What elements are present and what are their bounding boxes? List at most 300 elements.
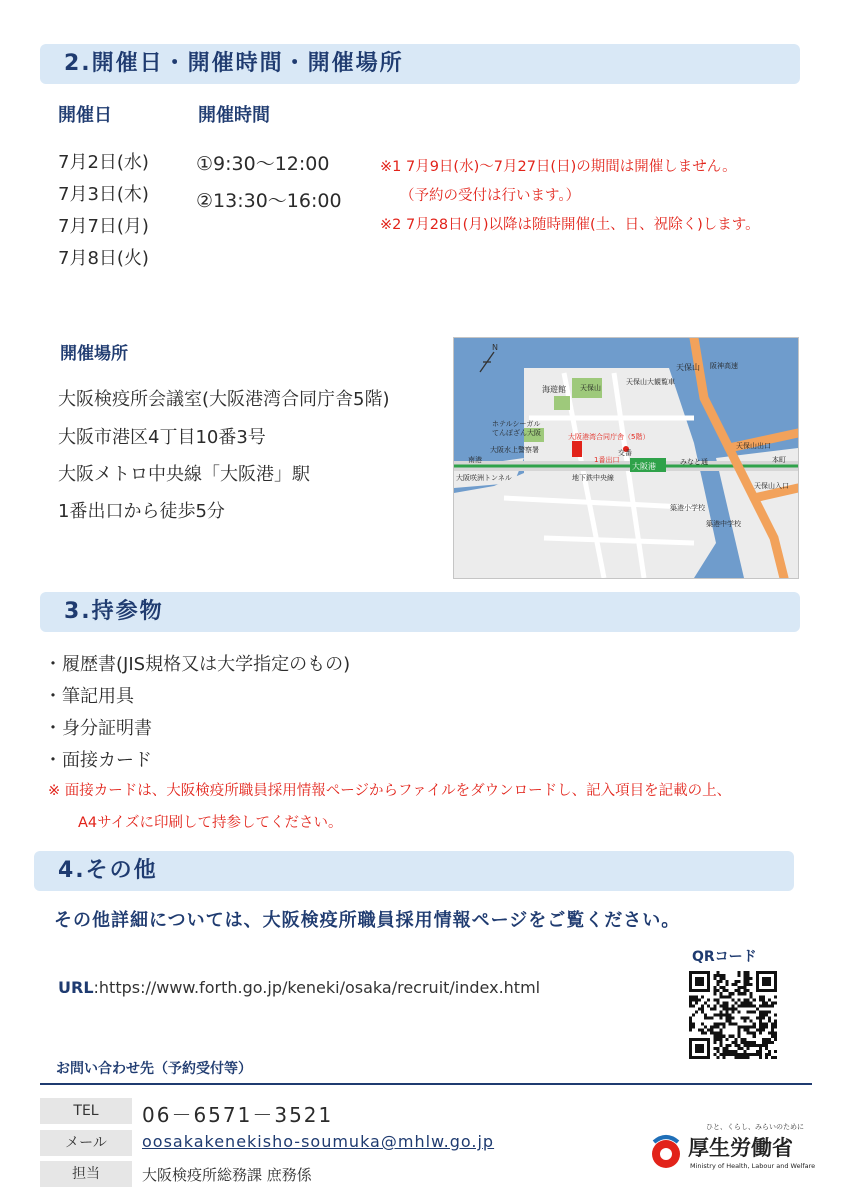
qr-module — [719, 1032, 722, 1035]
qr-module — [744, 1053, 747, 1056]
qr-module — [738, 1004, 741, 1007]
qr-module — [728, 1050, 731, 1053]
section-3-header: 3.持参物 — [40, 592, 800, 632]
qr-module — [716, 1032, 719, 1035]
qr-module — [738, 974, 741, 977]
qr-module — [716, 1026, 719, 1029]
qr-module — [753, 1004, 756, 1007]
qr-module — [735, 1001, 738, 1004]
qr-module — [738, 1026, 741, 1029]
qr-module — [713, 986, 716, 989]
map-label-tempozan-exit: 天保山出口 — [736, 442, 771, 450]
qr-module — [695, 995, 698, 998]
qr-module — [728, 1017, 731, 1020]
qr-module — [741, 1004, 744, 1007]
qr-module — [738, 1053, 741, 1056]
qr-module — [689, 998, 692, 1001]
date-item: 7月7日(月) — [58, 216, 149, 237]
map-label-nanko: 南港 — [468, 456, 482, 464]
qr-module — [750, 992, 753, 995]
qr-module — [762, 1023, 765, 1026]
qr-finder — [695, 1044, 704, 1053]
qr-module — [722, 1056, 725, 1059]
qr-module — [695, 998, 698, 1001]
qr-module — [716, 1035, 719, 1038]
url-value[interactable]: :https://www.forth.go.jp/keneki/osaka/recruit/index.html — [93, 978, 541, 997]
map-label-market: 天保山 — [580, 384, 601, 392]
qr-module — [765, 1004, 768, 1007]
qr-module — [765, 1044, 768, 1047]
qr-module — [762, 1044, 765, 1047]
qr-module — [735, 1023, 738, 1026]
qr-module — [750, 1020, 753, 1023]
qr-module — [750, 1001, 753, 1004]
qr-module — [713, 1047, 716, 1050]
map-label-station: 大阪港 — [632, 462, 656, 471]
qr-module — [771, 1035, 774, 1038]
qr-module — [710, 1032, 713, 1035]
qr-module — [753, 1026, 756, 1029]
qr-module — [744, 1044, 747, 1047]
qr-module — [689, 1023, 692, 1026]
qr-module — [756, 1044, 759, 1047]
qr-module — [713, 1038, 716, 1041]
qr-module — [728, 1053, 731, 1056]
date-item: 7月2日(水) — [58, 152, 149, 173]
map-label-exit: 1番出口 — [594, 456, 620, 464]
qr-module — [716, 1001, 719, 1004]
qr-module — [738, 1056, 741, 1059]
qr-module — [719, 1035, 722, 1038]
date-item: 7月8日(火) — [58, 248, 149, 269]
qr-module — [750, 983, 753, 986]
qr-module — [722, 1026, 725, 1029]
qr-module — [741, 1001, 744, 1004]
qr-code[interactable] — [688, 971, 778, 1059]
details-lead: その他詳細については、大阪検疫所職員採用情報ページをご覧ください。 — [54, 910, 681, 931]
qr-module — [765, 1026, 768, 1029]
qr-module — [722, 1035, 725, 1038]
qr-module — [725, 1047, 728, 1050]
qr-module — [701, 1004, 704, 1007]
qr-module — [744, 1026, 747, 1029]
qr-module — [762, 1026, 765, 1029]
qr-module — [747, 1017, 750, 1020]
qr-module — [753, 1053, 756, 1056]
qr-module — [719, 974, 722, 977]
qr-module — [722, 974, 725, 977]
qr-module — [728, 1035, 731, 1038]
section-4-header: 4.その他 — [34, 851, 794, 891]
north-arrow — [480, 352, 494, 372]
qr-module — [716, 971, 719, 974]
qr-module — [747, 1004, 750, 1007]
qr-module — [716, 1023, 719, 1026]
qr-module — [759, 1044, 762, 1047]
qr-module — [728, 1020, 731, 1023]
qr-module — [735, 980, 738, 983]
qr-module — [704, 1013, 707, 1016]
map-label-honmachi: 本町 — [772, 456, 786, 464]
qr-module — [725, 989, 728, 992]
qr-module — [692, 998, 695, 1001]
qr-module — [741, 1053, 744, 1056]
qr-module — [731, 1007, 734, 1010]
qr-module — [765, 1041, 768, 1044]
map-label-subway: 地下鉄中央線 — [572, 474, 614, 482]
qr-module — [722, 1047, 725, 1050]
qr-module — [750, 1010, 753, 1013]
qr-module — [738, 992, 741, 995]
qr-module — [774, 1026, 777, 1029]
qr-module — [759, 1056, 762, 1059]
qr-module — [719, 1038, 722, 1041]
qr-module — [759, 1020, 762, 1023]
qr-module — [747, 1056, 750, 1059]
qr-module — [731, 983, 734, 986]
qr-module — [744, 1001, 747, 1004]
qr-module — [716, 1013, 719, 1016]
qr-module — [725, 1007, 728, 1010]
qr-module — [719, 1023, 722, 1026]
contact-divider — [40, 1083, 812, 1085]
qr-module — [744, 1041, 747, 1044]
qr-module — [762, 1038, 765, 1041]
map-label-hotel: ホテルシーガル — [492, 420, 541, 428]
url-line[interactable] — [58, 978, 540, 997]
qr-module — [765, 1038, 768, 1041]
place-line: 大阪市港区4丁目10番3号 — [58, 427, 266, 448]
qr-module — [704, 1017, 707, 1020]
qr-module — [747, 980, 750, 983]
qr-module — [731, 1023, 734, 1026]
qr-module — [759, 998, 762, 1001]
qr-module — [768, 1041, 771, 1044]
qr-module — [707, 1017, 710, 1020]
item-line: ・面接カード — [44, 750, 152, 771]
qr-module — [701, 1032, 704, 1035]
qr-module — [744, 989, 747, 992]
map-park — [554, 396, 570, 410]
qr-module — [765, 1047, 768, 1050]
qr-module — [719, 1004, 722, 1007]
qr-module — [747, 1029, 750, 1032]
qr-module — [713, 989, 716, 992]
note-1-sub: （予約の受付は行います。） — [400, 188, 581, 204]
qr-module — [762, 1010, 765, 1013]
qr-module — [750, 1053, 753, 1056]
qr-module — [713, 1032, 716, 1035]
qr-module — [713, 992, 716, 995]
qr-module — [725, 1013, 728, 1016]
qr-module — [753, 1041, 756, 1044]
qr-module — [722, 1053, 725, 1056]
qr-module — [744, 1056, 747, 1059]
qr-module — [713, 1035, 716, 1038]
qr-module — [698, 1029, 701, 1032]
qr-module — [753, 1023, 756, 1026]
map-label-police: 大阪水上警察署 — [490, 446, 539, 454]
qr-module — [701, 995, 704, 998]
note-1: ※1 7月9日(水)～7月27日(日)の期間は開催しません。 — [380, 159, 737, 175]
qr-module — [765, 1010, 768, 1013]
qr-module — [774, 1032, 777, 1035]
qr-module — [692, 1026, 695, 1029]
qr-module — [747, 1044, 750, 1047]
map-label-tunnel: 大阪咲洲トンネル — [456, 474, 512, 482]
qr-module — [750, 995, 753, 998]
qr-module — [771, 1041, 774, 1044]
qr-module — [707, 1004, 710, 1007]
qr-module — [738, 1035, 741, 1038]
qr-module — [725, 1038, 728, 1041]
map-label-junior: 築港中学校 — [706, 520, 741, 528]
item-line: ・身分証明書 — [44, 718, 152, 739]
qr-module — [701, 1010, 704, 1013]
qr-module — [759, 1050, 762, 1053]
qr-module — [728, 995, 731, 998]
qr-module — [741, 1041, 744, 1044]
place-heading: 開催場所 — [60, 344, 128, 364]
qr-module — [725, 980, 728, 983]
logo-mark-dot — [660, 1148, 672, 1160]
qr-module — [725, 1017, 728, 1020]
place-line: 1番出口から徒歩5分 — [58, 501, 225, 522]
qr-module — [689, 1001, 692, 1004]
qr-module — [759, 1029, 762, 1032]
time-slot: ①9:30～12:00 — [196, 153, 330, 175]
qr-module — [719, 1029, 722, 1032]
qr-module — [716, 983, 719, 986]
qr-module — [747, 977, 750, 980]
qr-module — [762, 1013, 765, 1016]
qr-module — [710, 1017, 713, 1020]
qr-module — [768, 1050, 771, 1053]
qr-module — [738, 971, 741, 974]
qr-module — [741, 1026, 744, 1029]
times-heading: 開催時間 — [198, 105, 270, 126]
qr-module — [713, 1053, 716, 1056]
qr-module — [747, 989, 750, 992]
qr-module — [762, 1029, 765, 1032]
qr-module — [689, 995, 692, 998]
qr-module — [759, 1032, 762, 1035]
qr-module — [728, 1023, 731, 1026]
qr-module — [744, 974, 747, 977]
qr-module — [713, 998, 716, 1001]
map-label-elem: 築港小学校 — [670, 504, 705, 512]
qr-module — [701, 1029, 704, 1032]
qr-module — [725, 983, 728, 986]
qr-module — [689, 1004, 692, 1007]
qr-module — [719, 992, 722, 995]
qr-module — [765, 1023, 768, 1026]
qr-module — [744, 1020, 747, 1023]
qr-module — [719, 1044, 722, 1047]
qr-module — [710, 1029, 713, 1032]
qr-module — [771, 1026, 774, 1029]
qr-module — [744, 998, 747, 1001]
qr-module — [759, 1004, 762, 1007]
map-label-ferris: 天保山大観覧車 — [626, 378, 675, 386]
qr-module — [731, 1017, 734, 1020]
date-item: 7月3日(木) — [58, 184, 149, 205]
mail-label: メール — [40, 1130, 132, 1156]
qr-module — [765, 1056, 768, 1059]
qr-module — [722, 986, 725, 989]
qr-module — [762, 1041, 765, 1044]
qr-module — [771, 1056, 774, 1059]
qr-module — [722, 989, 725, 992]
qr-module — [768, 1032, 771, 1035]
qr-module — [719, 977, 722, 980]
qr-module — [771, 1029, 774, 1032]
qr-module — [719, 986, 722, 989]
qr-module — [719, 995, 722, 998]
qr-module — [738, 998, 741, 1001]
qr-module — [738, 1044, 741, 1047]
access-map — [453, 337, 799, 579]
qr-module — [716, 980, 719, 983]
map-label-hanshin: 阪神高速 — [710, 362, 738, 370]
qr-module — [765, 1053, 768, 1056]
contact-heading: お問い合わせ先（予約受付等） — [56, 1061, 252, 1077]
qr-module — [771, 1023, 774, 1026]
place-line: 大阪検疫所会議室(大阪港湾合同庁舎5階) — [58, 389, 390, 410]
qr-module — [759, 1010, 762, 1013]
qr-module — [698, 998, 701, 1001]
qr-module — [753, 1010, 756, 1013]
qr-module — [747, 1032, 750, 1035]
qr-module — [716, 1056, 719, 1059]
qr-module — [722, 1023, 725, 1026]
qr-module — [747, 1026, 750, 1029]
qr-module — [768, 998, 771, 1001]
qr-module — [747, 1041, 750, 1044]
qr-module — [750, 1026, 753, 1029]
place-line: 大阪メトロ中央線「大阪港」駅 — [58, 464, 310, 485]
map-label-koban: 交番 — [618, 449, 632, 457]
qr-module — [774, 1050, 777, 1053]
qr-module — [722, 1013, 725, 1016]
qr-module — [744, 1038, 747, 1041]
qr-module — [731, 1004, 734, 1007]
mail-link[interactable]: oosakakenekisho-soumuka@mhlw.go.jp — [142, 1132, 495, 1151]
qr-module — [722, 1050, 725, 1053]
qr-module — [744, 986, 747, 989]
qr-module — [747, 1047, 750, 1050]
qr-module — [722, 1007, 725, 1010]
qr-module — [744, 1017, 747, 1020]
qr-module — [738, 1010, 741, 1013]
qr-module — [731, 998, 734, 1001]
qr-module — [738, 1032, 741, 1035]
qr-module — [735, 1038, 738, 1041]
qr-module — [728, 992, 731, 995]
qr-module — [713, 1013, 716, 1016]
mhlw-logo — [648, 1118, 818, 1180]
map-label-tempozan-entrance: 天保山入口 — [754, 482, 789, 490]
qr-module — [695, 1001, 698, 1004]
qr-module — [735, 983, 738, 986]
qr-module — [735, 1050, 738, 1053]
qr-module — [753, 1032, 756, 1035]
qr-module — [713, 1023, 716, 1026]
qr-module — [756, 1029, 759, 1032]
qr-module — [728, 1007, 731, 1010]
qr-finder — [762, 977, 771, 986]
qr-module — [731, 1053, 734, 1056]
qr-module — [768, 1038, 771, 1041]
map-label-kaiyukan: 海遊館 — [542, 385, 566, 394]
qr-module — [701, 1023, 704, 1026]
qr-module — [692, 995, 695, 998]
qr-module — [692, 1023, 695, 1026]
map-label-building: 大阪港湾合同庁舎（5階） — [568, 433, 650, 441]
qr-module — [759, 1053, 762, 1056]
qr-module — [774, 1001, 777, 1004]
section-2-header: 2.開催日・開催時間・開催場所 — [40, 44, 800, 84]
qr-module — [747, 971, 750, 974]
qr-module — [756, 1017, 759, 1020]
qr-finder — [695, 977, 704, 986]
qr-module — [719, 1053, 722, 1056]
qr-module — [747, 998, 750, 1001]
qr-module — [744, 983, 747, 986]
qr-module — [735, 1056, 738, 1059]
item-line: ・筆記用具 — [44, 686, 134, 707]
qr-module — [747, 983, 750, 986]
map-label-hotel-2: てんぽざん大阪 — [492, 429, 541, 437]
qr-module — [701, 1007, 704, 1010]
qr-module — [689, 1029, 692, 1032]
qr-module — [710, 1007, 713, 1010]
map-target-building — [572, 441, 582, 457]
qr-module — [716, 998, 719, 1001]
qr-module — [747, 974, 750, 977]
qr-module — [759, 1026, 762, 1029]
qr-module — [774, 1020, 777, 1023]
qr-module — [716, 1047, 719, 1050]
qr-module — [707, 998, 710, 1001]
qr-module — [735, 989, 738, 992]
qr-module — [725, 1001, 728, 1004]
person-value: 大阪検疫所総務課 庶務係 — [142, 1166, 312, 1184]
logo-name: 厚生労働省 — [688, 1136, 793, 1160]
interview-card-note: ※ 面接カードは、大阪検疫所職員採用情報ページからファイルをダウンロードし、記入項目を記載の上、 — [48, 783, 732, 799]
qr-module — [759, 1047, 762, 1050]
qr-module — [750, 1004, 753, 1007]
qr-module — [728, 1044, 731, 1047]
map-label-tempozan: 天保山 — [676, 363, 700, 372]
qr-module — [692, 1004, 695, 1007]
qr-module — [744, 977, 747, 980]
qr-module — [704, 1032, 707, 1035]
qr-module — [762, 995, 765, 998]
qr-module — [704, 1026, 707, 1029]
qr-module — [692, 1013, 695, 1016]
qr-module — [744, 992, 747, 995]
qr-module — [725, 1020, 728, 1023]
tel-value[interactable]: 06－6571－3521 — [142, 1103, 334, 1127]
qr-module — [725, 1010, 728, 1013]
qr-module — [753, 1044, 756, 1047]
qr-module — [765, 1013, 768, 1016]
qr-module — [750, 1044, 753, 1047]
qr-module — [771, 1001, 774, 1004]
logo-tagline: ひと、くらし、みらいのために — [706, 1123, 804, 1131]
qr-module — [762, 998, 765, 1001]
